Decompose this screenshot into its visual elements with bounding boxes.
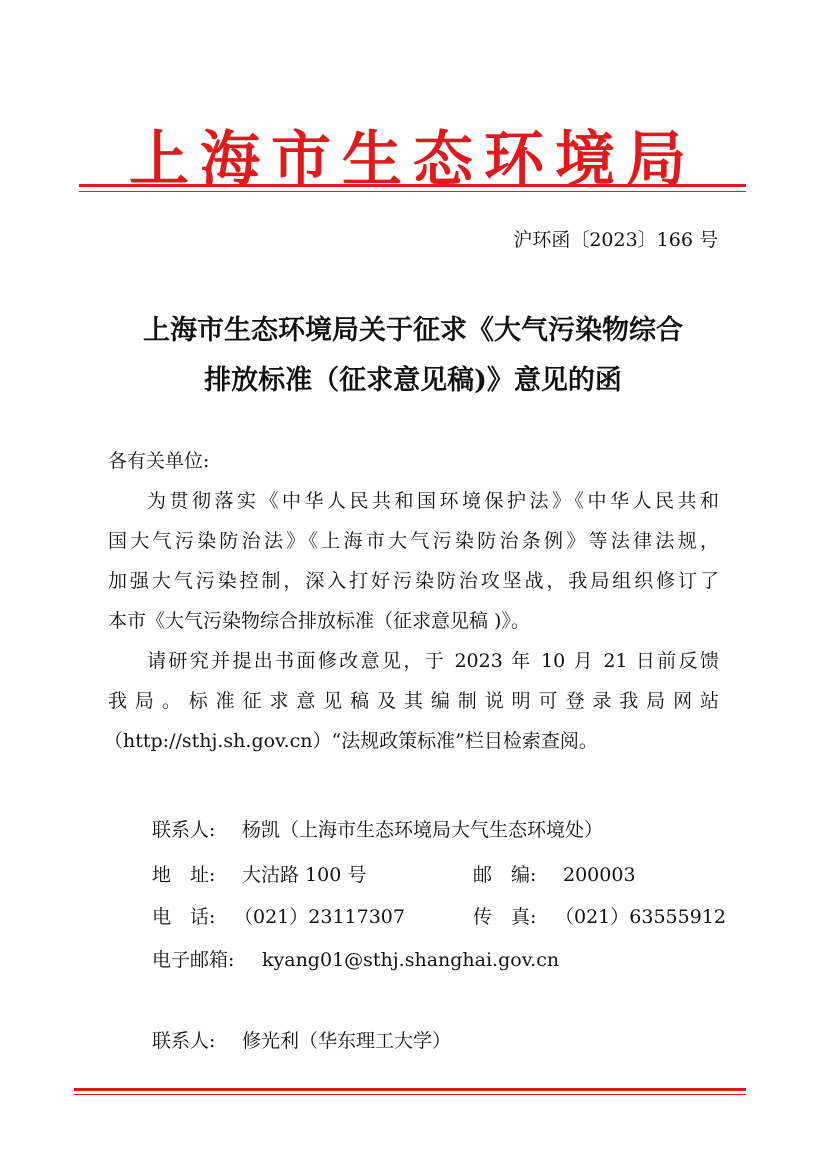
footer-rule-thick: [74, 1088, 746, 1091]
footer-rule-thin: [74, 1094, 746, 1095]
letterhead-rule-thin: [79, 191, 746, 192]
paragraph-1-line-1: 为贯彻落实《中华人民共和国环境保护法》《中华人民共和: [147, 490, 719, 512]
address-label: 地 址:: [152, 864, 216, 886]
salutation: 各有关单位:: [108, 450, 210, 472]
contact-person-2-value: 修光利（华东理工大学）: [242, 1030, 452, 1052]
contact-person-value: 杨凯（上海市生态环境局大气生态环境处）: [242, 819, 604, 841]
phone-label: 电 话:: [152, 906, 216, 928]
document-title-line-2: 排放标准（征求意见稿)》意见的函: [204, 365, 622, 396]
address-value: 大沽路 100 号: [242, 864, 367, 886]
email-value: kyang01@sthj.shanghai.gov.cn: [262, 949, 560, 971]
contact-person-2-label: 联系人:: [152, 1030, 216, 1052]
document-number: 沪环函〔2023〕166 号: [513, 229, 718, 251]
document-title-line-1: 上海市生态环境局关于征求《大气污染物综合: [143, 315, 683, 346]
email-label: 电子邮箱:: [152, 949, 235, 971]
contact-person-label: 联系人:: [152, 819, 216, 841]
paragraph-2-line-2: 我局。标准征求意见稿及其编制说明可登录我局网站: [108, 690, 719, 712]
paragraph-1-line-2: 国大气污染防治法》《上海市大气污染防治条例》等法律法规，: [108, 530, 719, 552]
letterhead-title: 上海市生态环境局: [129, 125, 697, 195]
paragraph-1-line-3: 加强大气污染控制，深入打好污染防治攻坚战，我局组织修订了: [108, 570, 719, 592]
fax-value: （021）63555912: [555, 906, 726, 928]
paragraph-2-line-1: 请研究并提出书面修改意见，于 2023 年 10 月 21 日前反馈: [147, 650, 719, 672]
paragraph-1-line-4: 本市《大气污染物综合排放标准（征求意见稿 )》。: [108, 610, 530, 632]
paragraph-2-line-3: （http://sthj.sh.gov.cn）“法规政策标准”栏目检索查阅。: [104, 730, 598, 752]
postcode-value: 200003: [563, 864, 636, 886]
letterhead-rule-thick: [79, 184, 746, 187]
fax-label: 传 真:: [473, 906, 537, 928]
postcode-label: 邮 编:: [473, 864, 537, 886]
phone-value: （021）23117307: [234, 906, 405, 928]
